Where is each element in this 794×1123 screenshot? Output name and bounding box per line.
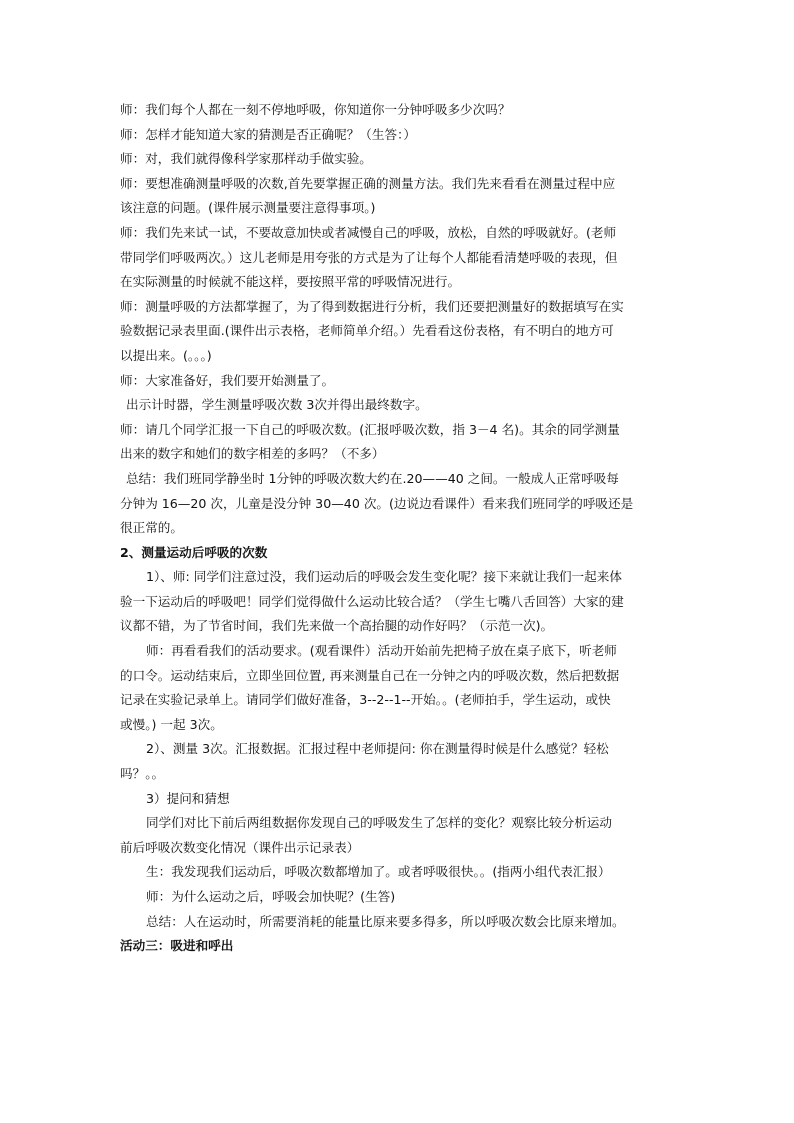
paragraph-line: 分钟为 16—20 次，儿童是没分钟 30—40 次。(边说边看课件）看来我们班同学的呼吸还是 (120, 495, 634, 511)
paragraph-line: 出来的数字和她们的数字相差的多吗？（不多） (120, 446, 385, 462)
paragraph-line: 生：我发现我们运动后，呼吸次数都增加了。或者呼吸很快。。(指两小组代表汇报） (146, 864, 611, 880)
paragraph-line: 该注意的问题。(课件展示测量要注意得事项。) (120, 200, 376, 216)
paragraph-line: 记录在实验记录单上。请同学们做好准备，3--2--1--开始。。(老师拍手，学生运动，或快 (120, 692, 611, 708)
paragraph-line: 议都不错，为了节省时间，我们先来做一个高抬腿的动作好吗？（示范一次)。 (120, 618, 554, 634)
paragraph-line: 师：请几个同学汇报一下自己的呼吸次数。(汇报呼吸次数，指 3－4 名)。其余的同学测量 (120, 421, 620, 437)
paragraph-line: 前后呼吸次数变化情况（课件出示记录表） (120, 839, 360, 855)
paragraph-line: 或慢。) 一起 3次。 (120, 716, 223, 732)
paragraph-line: 师：再看看我们的活动要求。(观看课件）活动开始前先把椅子放在桌子底下，听老师 (146, 643, 617, 659)
paragraph-line: 3）提问和猜想 (146, 790, 230, 806)
paragraph-line: 的口令。运动结束后，立即坐回位置, 再来测量自己在一分钟之内的呼吸次数，然后把数据 (120, 667, 620, 683)
paragraph-line: 在实际测量的时候就不能这样，要按照平常的呼吸情况进行。 (120, 274, 461, 290)
paragraph-line: 师：怎样才能知道大家的猜测是否正确呢？（生答：） (120, 126, 416, 142)
paragraph-line: 以提出来。(。。。) (120, 347, 212, 363)
paragraph-line: 师：大家准备好，我们要开始测量了。 (120, 372, 335, 388)
paragraph-line: 师：我们先来试一试，不要故意加快或者减慢自己的呼吸，放松，自然的呼吸就好。(老师 (120, 224, 617, 240)
section-heading: 活动三：吸进和呼出 (120, 938, 234, 954)
paragraph-line: 验数据记录表里面.(课件出示表格，老师简单介绍。）先看看这份表格，有不明白的地方可 (120, 323, 614, 339)
paragraph-line: 验一下运动后的呼吸吧！同学们觉得做什么运动比较合适？（学生七嘴八舌回答）大家的建 (120, 593, 624, 609)
paragraph-line: 师：测量呼吸的方法都掌握了，为了得到数据进行分析，我们还要把测量好的数据填写在实 (120, 298, 624, 314)
paragraph-line: 总结：我们班同学静坐时 1分钟的呼吸次数大约在.20——40 之间。一般成人正常呼吸每 (126, 470, 619, 486)
paragraph-line: 师：要想准确测量呼吸的次数,首先要掌握正确的测量方法。我们先来看看在测量过程中应 (120, 175, 616, 191)
paragraph-line: 带同学们呼吸两次。）这儿老师是用夸张的方式是为了让每个人都能看清楚呼吸的表现，但 (120, 249, 618, 265)
paragraph-line: 师：为什么运动之后，呼吸会加快呢？(生答) (146, 889, 396, 904)
paragraph-line: 很正常的。 (120, 520, 183, 536)
paragraph-line: 师：对，我们就得像科学家那样动手做实验。 (120, 151, 372, 167)
paragraph-line: 出示计时器，学生测量呼吸次数 3次并得出最终数字。 (126, 397, 428, 413)
section-heading: 2、测量运动后呼吸的次数 (120, 544, 268, 560)
paragraph-line: 1）、师: 同学们注意过没，我们运动后的呼吸会发生变化呢？接下来就让我们一起来体 (146, 569, 622, 585)
paragraph-line: 同学们对比下前后两组数据你发现自己的呼吸发生了怎样的变化？观察比较分析运动 (146, 815, 612, 831)
paragraph-line: 总结：人在运动时，所需要消耗的能量比原来要多得多，所以呼吸次数会比原来增加。 (146, 913, 625, 929)
paragraph-line: 师：我们每个人都在一刻不停地呼吸，你知道你一分钟呼吸多少次吗？ (120, 102, 511, 117)
paragraph-line: 2）、测量 3次。汇报数据。汇报过程中老师提问: 你在测量得时候是什么感觉？轻松 (146, 741, 609, 757)
paragraph-line: 吗？。。 (120, 766, 165, 782)
